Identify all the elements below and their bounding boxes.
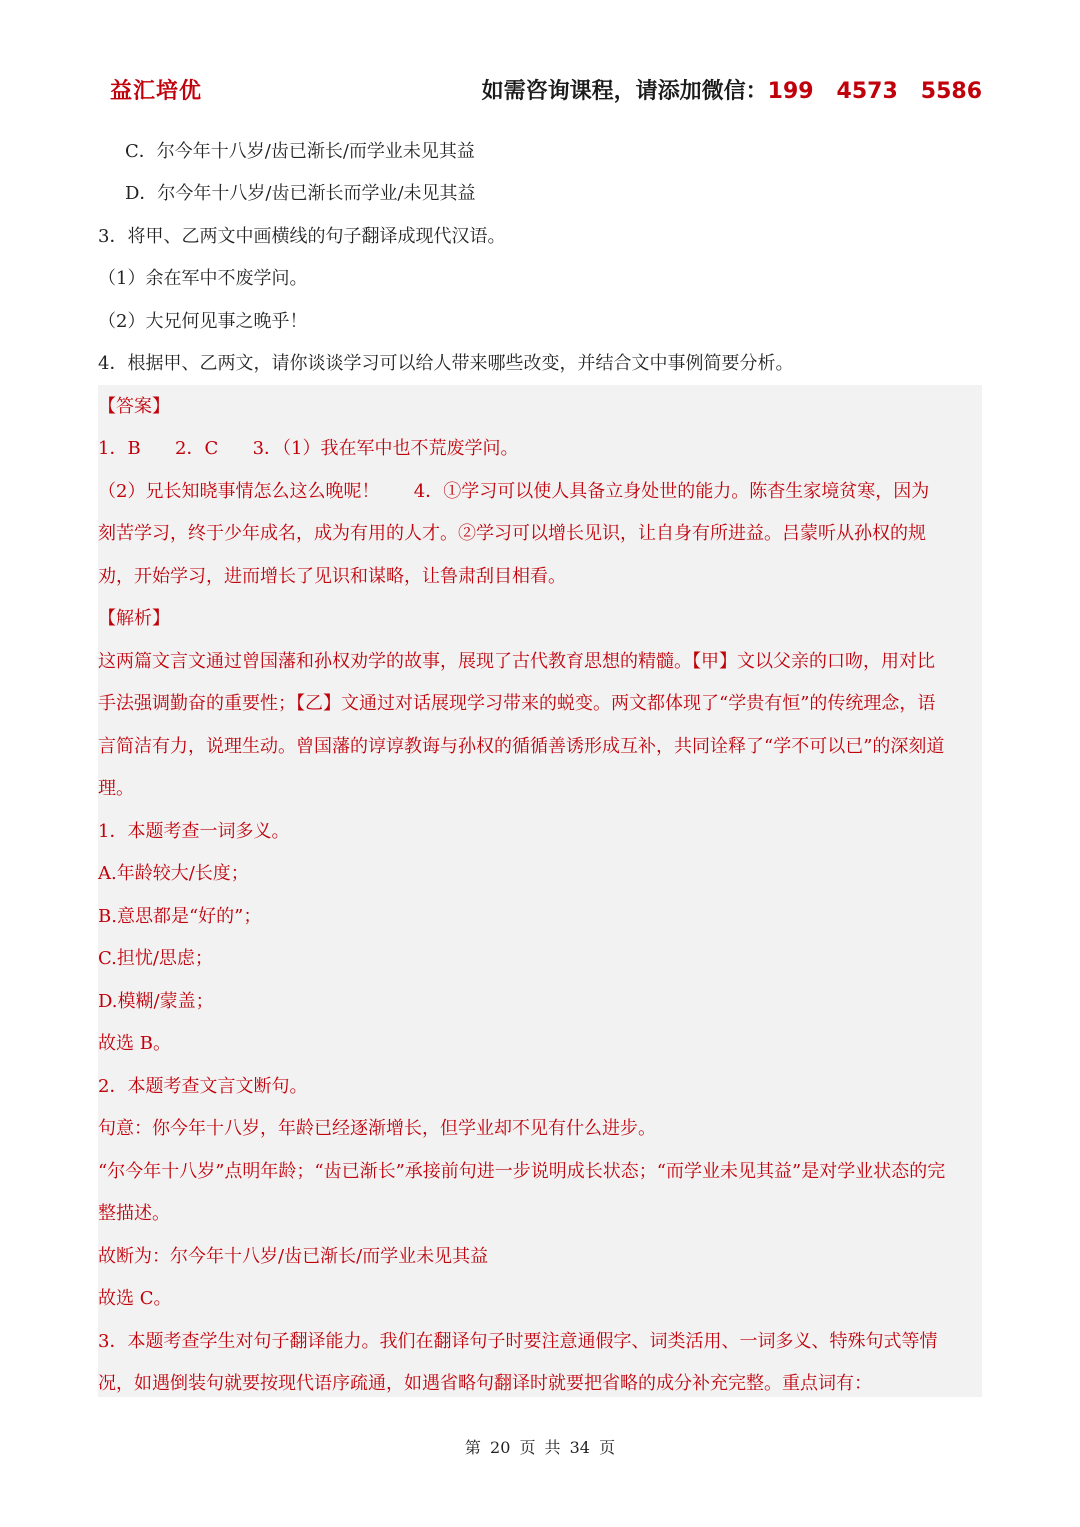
answer-line-2: （2）兄长知晓事情怎么这么晚呢！ 4．①学习可以使人具备立身处世的能力。陈杳生家境贫寒，因为 (98, 481, 930, 502)
analysis-paragraph-line: 这两篇文言文通过曾国藩和孙权劝学的故事，展现了古代教育思想的精髓。【甲】文以父亲的口吻，用对比 (98, 651, 935, 672)
question-4: 4．根据甲、乙两文，请你谈谈学习可以给人带来哪些改变，并结合文中事例简要分析。 (98, 353, 794, 374)
question-3-1: （1）余在军中不废学问。 (98, 268, 308, 289)
answer-heading: 【答案】 (98, 396, 170, 417)
brand-name: 益汇培优 (110, 79, 203, 104)
analysis-item-1: 1．本题考查一词多义。 (98, 821, 290, 842)
analysis-item-1d: D.模糊/蒙盖； (98, 991, 214, 1012)
analysis-paragraph-line: 手法强调勤奋的重要性；【乙】文通过对话展现学习带来的蜕变。两文都体现了“学贵有恒”的传统理念，语 (98, 693, 936, 714)
answer-line-4: 劝，开始学习，进而增长了见识和谋略，让鲁肃刮目相看。 (98, 566, 566, 587)
page-footer: 第 20 页 共 34 页 (464, 1438, 616, 1457)
analysis-item-1b: B.意思都是“好的”； (98, 906, 262, 927)
option-d: D．尔今年十八岁/齿已渐长而学业/未见其益 (125, 183, 476, 204)
option-c: C．尔今年十八岁/齿已渐长/而学业未见其益 (125, 141, 475, 162)
analysis-item-2-choice: 故选 C。 (98, 1288, 172, 1309)
answer-line-3: 刻苦学习，终于少年成名，成为有用的人才。②学习可以增长见识，让自身有所进益。吕蒙听从孙权的规 (98, 523, 926, 544)
analysis-item-2c: 整描述。 (98, 1203, 170, 1224)
analysis-item-1-choice: 故选 B。 (98, 1033, 171, 1054)
question-3: 3．将甲、乙两文中画横线的句子翻译成现代汉语。 (98, 226, 506, 247)
phone-number: 199 4573 5586 (767, 79, 982, 104)
page-header (0, 74, 1080, 114)
contact-info (482, 74, 982, 105)
contact-prefix: 如需咨询课程，请添加微信： (481, 79, 768, 104)
analysis-item-2d: 故断为：尔今年十八岁/齿已渐长/而学业未见其益 (98, 1246, 489, 1267)
analysis-item-3: 3．本题考查学生对句子翻译能力。我们在翻译句子时要注意通假字、词类活用、一词多义、特殊句式等情 (98, 1331, 938, 1352)
analysis-heading: 【解析】 (98, 608, 170, 629)
question-3-2: （2）大兄何见事之晚乎！ (98, 311, 308, 332)
analysis-item-2: 2．本题考查文言文断句。 (98, 1076, 308, 1097)
answer-line-1: 1．B 2．C 3．（1）我在军中也不荒废学问。 (98, 438, 519, 459)
analysis-item-1c: C.担忧/思虑； (98, 948, 213, 969)
analysis-paragraph-line: 理。 (98, 778, 134, 799)
analysis-item-2b: “尔今年十八岁”点明年龄；“齿已渐长”承接前句进一步说明成长状态；“而学业未见其益”是对学业状态的完 (98, 1161, 946, 1182)
analysis-item-3b: 况，如遇倒装句就要按现代语序疏通，如遇省略句翻译时就要把省略的成分补充完整。重点词有： (98, 1373, 872, 1394)
analysis-paragraph-line: 言简洁有力，说理生动。曾国藩的谆谆教诲与孙权的循循善诱形成互补，共同诠释了“学不可以已”的深刻道 (98, 736, 945, 757)
analysis-item-2a: 句意：你今年十八岁，年龄已经逐渐增长，但学业却不见有什么进步。 (98, 1118, 656, 1139)
analysis-item-1a: A.年龄较大/长度； (98, 863, 249, 884)
